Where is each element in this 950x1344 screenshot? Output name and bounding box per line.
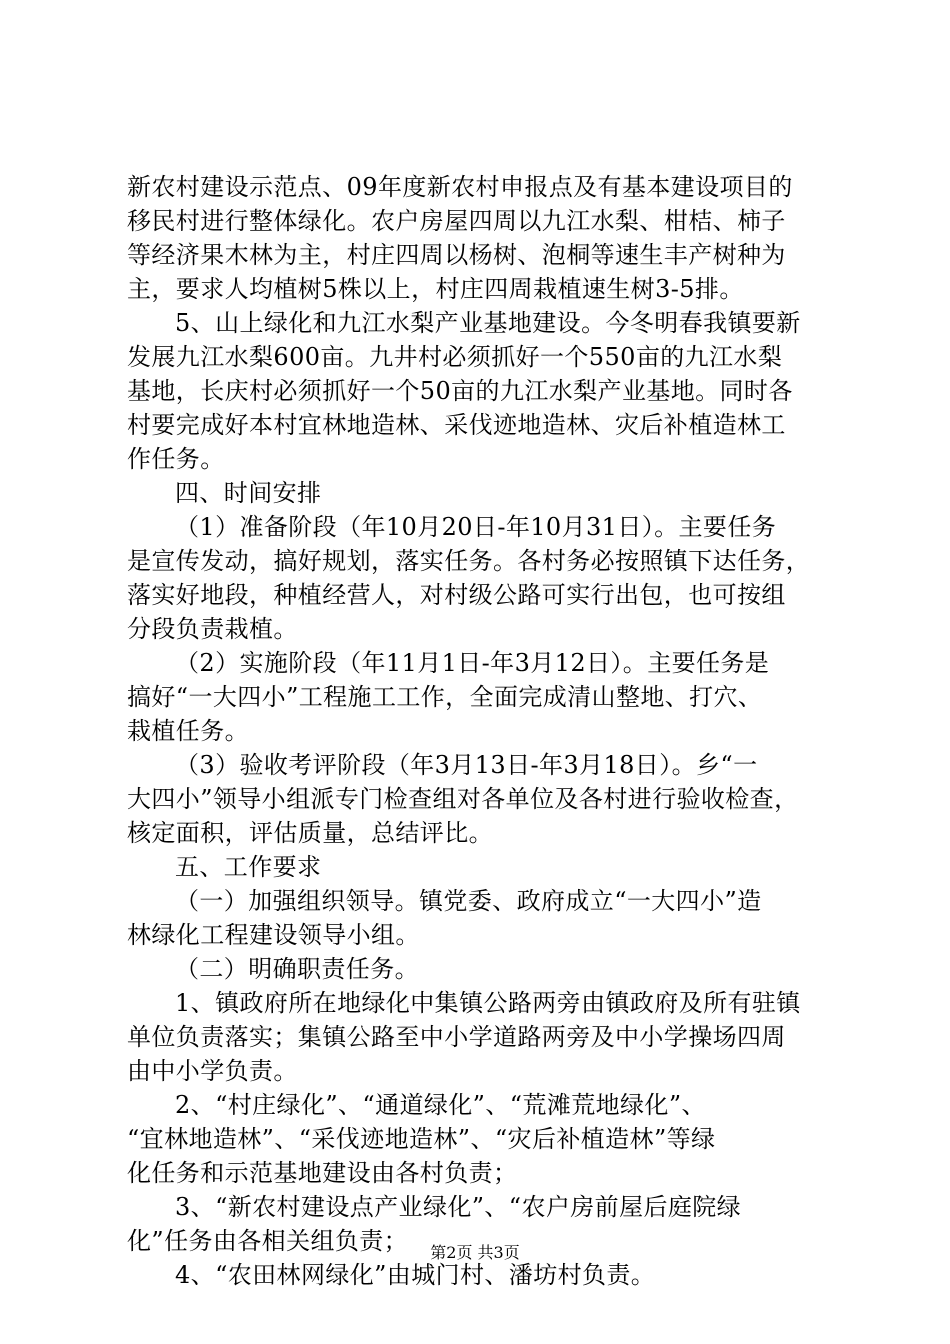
text-line: 单位负责落实；集镇公路至中小学道路两旁及中小学操场四周 — [127, 1023, 786, 1051]
text-line: 新农村建设示范点、09年度新农村申报点及有基本建设项目的 — [127, 173, 793, 201]
text-line: （3）验收考评阶段（年3月13日-年3月18日）。乡“一 — [175, 751, 758, 779]
text-line: 化”任务由各相关组负责； — [127, 1227, 409, 1255]
text-line: 1、镇政府所在地绿化中集镇公路两旁由镇政府及所有驻镇 — [175, 989, 801, 1017]
text-line: 等经济果木林为主，村庄四周以杨树、泡桐等速生丰产树种为 — [127, 241, 786, 269]
text-line: 四、时间安排 — [175, 479, 322, 507]
text-line: 化任务和示范基地建设由各村负责； — [127, 1159, 518, 1187]
page-footer: 第2页 共3页 — [430, 1243, 520, 1262]
text-line: 核定面积，评估质量，总结评比。 — [127, 819, 493, 847]
text-line: 移民村进行整体绿化。农户房屋四周以九江水梨、柑桔、柿子 — [127, 207, 786, 235]
text-line: 五、工作要求 — [175, 853, 322, 881]
text-line: 落实好地段，种植经营人，对村级公路可实行出包，也可按组 — [127, 581, 786, 609]
text-line: 作任务。 — [127, 445, 225, 473]
text-line: 3、“新农村建设点产业绿化”、“农户房前屋后庭院绿 — [175, 1193, 742, 1221]
text-line: 4、“农田林网绿化”由城门村、潘坊村负责。 — [175, 1261, 656, 1289]
document-body — [127, 170, 832, 1292]
text-line: 林绿化工程建设领导小组。 — [127, 921, 420, 949]
text-line: 是宣传发动，搞好规划，落实任务。各村务必按照镇下达任务， — [127, 547, 811, 575]
text-line: （二）明确职责任务。 — [175, 955, 419, 983]
text-line: 村要完成好本村宜林地造林、采伐迹地造林、灾后补植造林工 — [127, 411, 786, 439]
text-line: 基地，长庆村必须抓好一个50亩的九江水梨产业基地。同时各 — [127, 377, 793, 405]
text-line: 由中小学负责。 — [127, 1057, 298, 1085]
text-line: 搞好“一大四小”工程施工工作，全面完成清山整地、打穴、 — [127, 683, 763, 711]
text-line: 栽植任务。 — [127, 717, 249, 745]
text-line: 5、山上绿化和九江水梨产业基地建设。今冬明春我镇要新 — [175, 309, 801, 337]
text-line: 2、“村庄绿化”、“通道绿化”、“荒滩荒地绿化”、 — [175, 1091, 706, 1119]
text-line: （一）加强组织领导。镇党委、政府成立“一大四小”造 — [175, 887, 762, 915]
text-line: 发展九江水梨600亩。九井村必须抓好一个550亩的九江水梨 — [127, 343, 783, 371]
text-line: （1）准备阶段（年10月20日-年10月31日）。主要任务 — [175, 513, 777, 541]
text-line: “宜林地造林”、“采伐迹地造林”、“灾后补植造林”等绿 — [127, 1125, 716, 1153]
text-line: 分段负责栽植。 — [127, 615, 298, 643]
text-line: 大四小”领导小组派专门检查组对各单位及各村进行验收检查， — [127, 785, 799, 813]
text-line: （2）实施阶段（年11月1日-年3月12日）。主要任务是 — [175, 649, 770, 677]
text-line: 主，要求人均植树5株以上，村庄四周栽植速生树3-5排。 — [127, 275, 744, 303]
